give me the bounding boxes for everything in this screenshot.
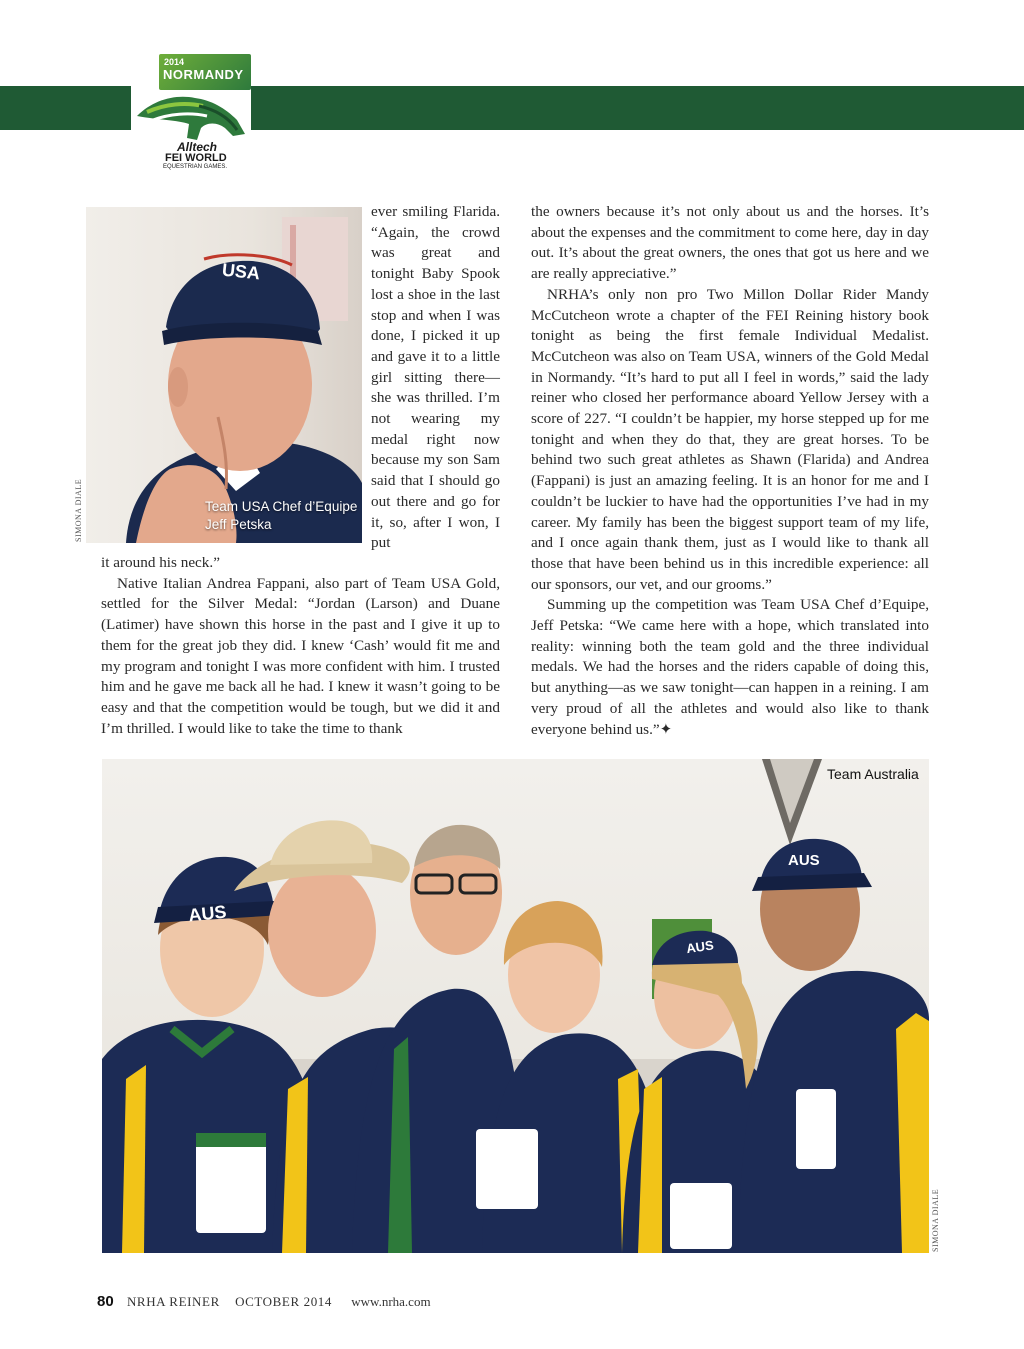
team-photo-credit: SIMONA DIALE <box>931 1188 940 1252</box>
article-left-column <box>101 553 500 739</box>
article-paragraph: Native Italian Andrea Fappani, also part of Team USA Gold, settled for the Silver Medal: “Jordan (Larson) and Duane (Latimer) have shown this horse in the past and I give it up to them for the great job they did. I knew ‘Cash’ would fit me and my program and tonight I was more confident with him. I trusted him and he gave me back all he had. I knew it wasn’t going to be easy and that the competition would be tough, but we did it and I’m thrilled. I would like to take the time to thank <box>101 574 500 737</box>
cap-text: AUS <box>685 937 715 957</box>
logo-brand: FEI WORLD <box>165 152 227 164</box>
portrait-caption <box>205 498 365 534</box>
logo-subtitle: EQUESTRIAN GAMES. <box>163 164 228 170</box>
article-paragraph: the owners because it’s not only about us and the horses. It’s about the expenses and the commitment to come here, day in day out. It’s about the great owners, the ones that got us here and we are really appreciative.” <box>531 203 929 283</box>
portrait-photo <box>86 207 362 543</box>
team-photo-caption: Team Australia <box>827 766 919 782</box>
article-paragraph: Summing up the competition was Team USA Chef d’Equipe, Jeff Petska: “We came here with a hope, which translated into reality: winning both the team gold and the three individual medals. We had the horses and the riders capable of doing this, but anything—as we saw tonight—can happen in a reining. I am very proud of all the athletes and would also like to thank everyone behind us.”✦ <box>531 596 929 738</box>
logo-sponsor: Alltech <box>177 140 218 154</box>
event-logo <box>131 52 251 172</box>
portrait-caption-line2: Jeff Petska <box>205 517 272 532</box>
website-link[interactable]: www.nrha.com <box>351 1294 431 1309</box>
article-right-column <box>531 202 929 740</box>
issue-date: OCTOBER 2014 <box>235 1294 332 1309</box>
portrait-caption-line1: Team USA Chef d’Equipe <box>205 499 358 514</box>
article-wrap-column <box>371 202 500 554</box>
cap-text: AUS <box>788 852 820 869</box>
logo-place: NORMANDY <box>163 67 244 82</box>
team-australia-photo <box>102 759 929 1253</box>
article-paragraph: it around his neck.” <box>101 554 220 571</box>
page-footer <box>97 1293 431 1310</box>
cap-text: AUS <box>187 901 228 926</box>
article-paragraph: NRHA’s only non pro Two Millon Dollar Rider Mandy McCutcheon wrote a chapter of the FEI Reining history book tonight as being the first female Individual Medalist. McCutcheon was also on Team USA, winners of the Gold Medal in Normandy. “It’s hard to put all I feel in words,” said the lady reiner who closed her performance aboard Yellow Jersey with a score of 227. “I couldn’t be happier, my horse stepped up for me tonight and when they do that, they are great horses. To be behind two such great athletes as Shawn (Flarida) and Andrea (Fappani) is just an amazing feeling. It is an honor for me and I couldn’t be luckier to have had the opportunities I’ve had in my career. My family has been the biggest support team of my life, and I once again thank them, just as I would like to thank all those that have been behind us in this incredible experience: all our sponsors, our vet, and our grooms.” <box>531 285 929 593</box>
portrait-photo-credit: SIMONA DIALE <box>74 478 83 542</box>
article-wrap-paragraph: ever smiling Flarida. “Again, the crowd was great and tonight Baby Spook lost a shoe in the last stop and when I was done, I picked it up and gave it to a little girl sitting there—she was thrilled. I’m not wearing my medal right now because my son Sam said that I should go out there and go for it, so, after I won, I put <box>371 203 500 552</box>
page-number: 80 <box>97 1293 114 1310</box>
logo-year: 2014 <box>164 57 185 67</box>
cap-text: USA <box>221 259 261 284</box>
horse-head-icon <box>133 82 251 144</box>
publication-name: NRHA REINER <box>126 1294 220 1309</box>
